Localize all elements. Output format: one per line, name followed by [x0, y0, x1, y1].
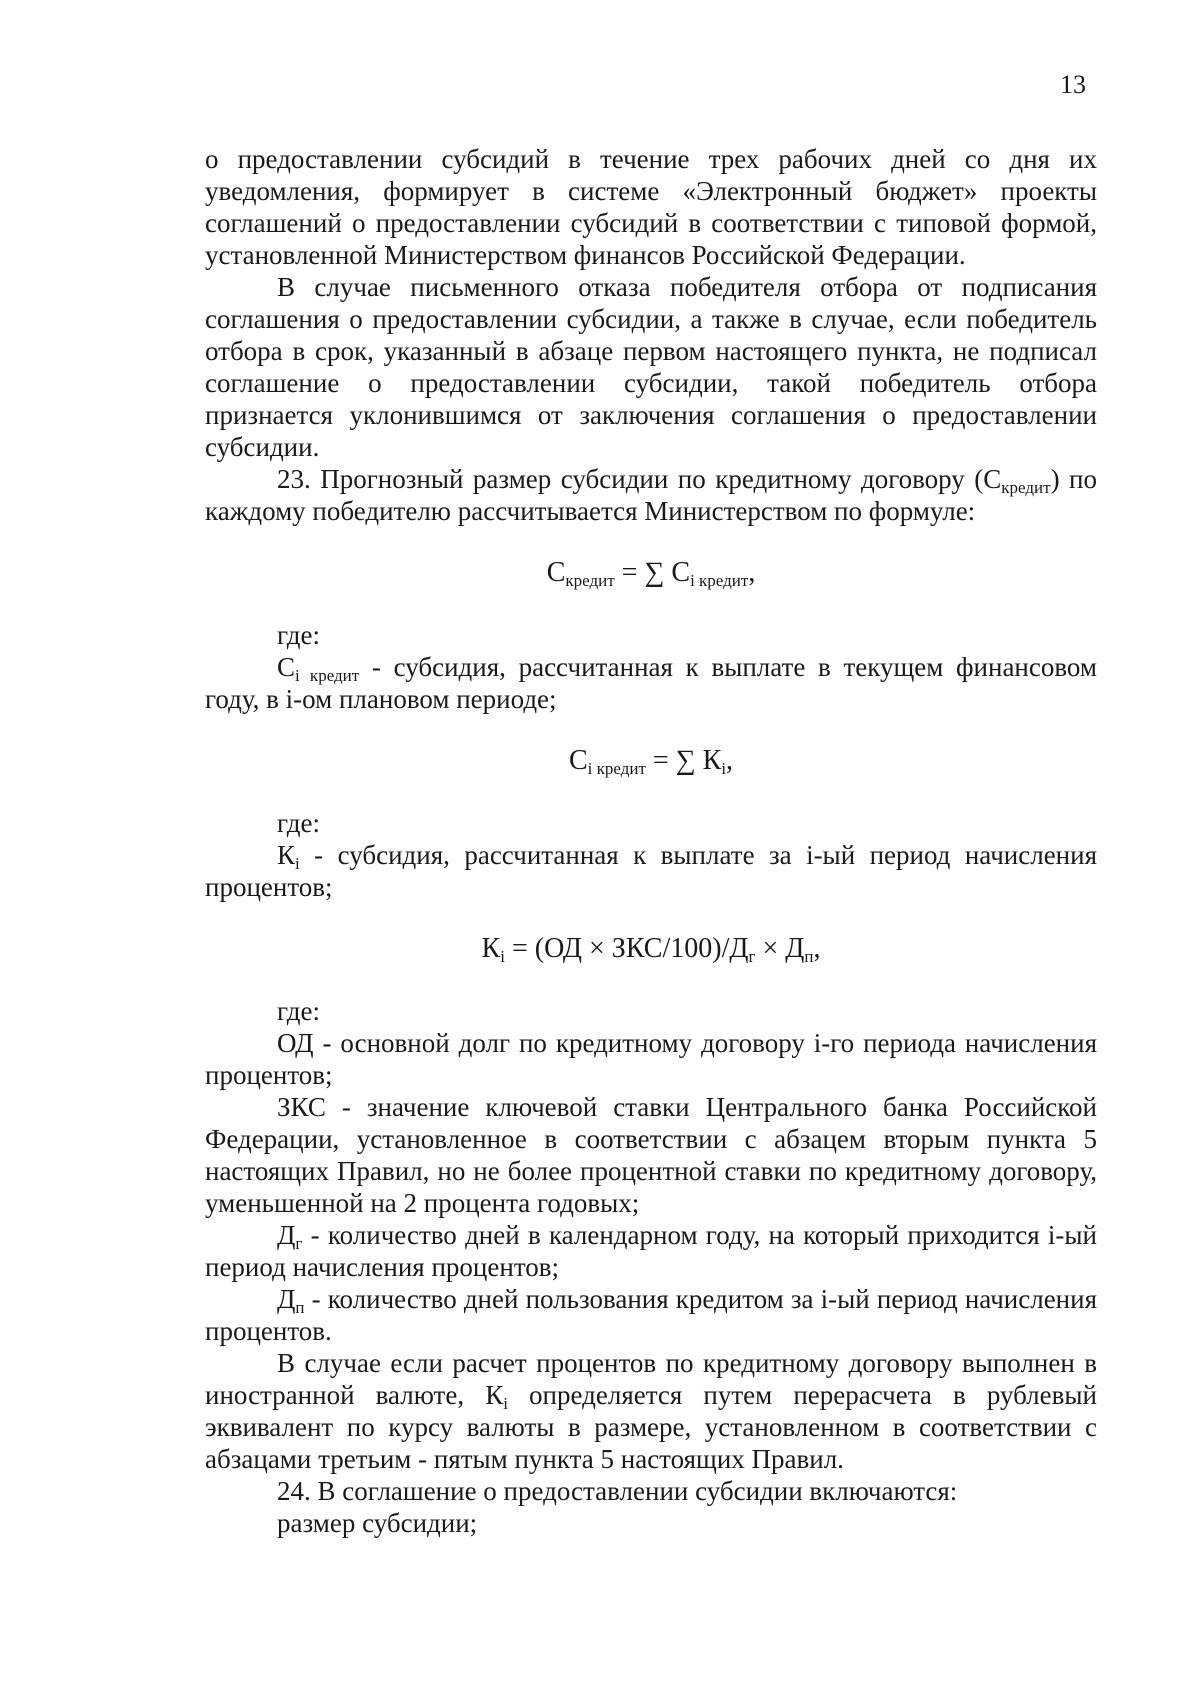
definition: [205, 651, 1097, 715]
text-run: определяется путем перерасчета в рублевый эквивалент по курсу валюты в размере, установленном в соответствии с абзацами третьим - пятым пункта 5 настоящих Правил.: [205, 1380, 1097, 1474]
subscript: i: [500, 947, 505, 966]
formula-text: × Д: [755, 933, 805, 964]
page-number: 13: [1060, 70, 1086, 99]
formula-symbol: С: [546, 557, 566, 588]
definition: [205, 1219, 1097, 1283]
subscript: г: [748, 947, 756, 966]
definition: [205, 1283, 1097, 1347]
subscript: г: [295, 1234, 303, 1253]
formula: [205, 745, 1097, 777]
definition: ОД - основной долг по кредитному договору i-го периода начисления процентов;: [205, 1028, 1097, 1090]
text-run: 23. Прогнозный размер субсидии по кредитному договору (С: [277, 464, 1002, 494]
text-run: - субсидия, рассчитанная к выплате в текущем финансовом году, в i-ом плановом периоде;: [205, 652, 1098, 714]
subscript: i: [503, 1394, 508, 1413]
definition: [205, 839, 1097, 903]
subscript: i: [295, 854, 300, 873]
paragraph: В случае письменного отказа победителя отбора от подписания соглашения о предоставлении субсидии, а также в случае, если победитель отбора в срок, указанный в абзаце первом настоящего пункта, не подписал соглашение о предоставлении субсидии, такой победитель отбора признается уклонившимся от заключения соглашения о предоставлении субсидии.: [205, 272, 1097, 462]
formula-text: ,: [813, 933, 821, 964]
text-run: В случае если расчет процентов по кредитному договору выполнен в иностранной валюте, К: [205, 1348, 1097, 1410]
paragraph-item-23: [205, 463, 1097, 527]
paragraph: [205, 1347, 1097, 1475]
where-label: где:: [277, 996, 320, 1026]
symbol: Д: [277, 1284, 296, 1314]
document-body: [205, 143, 1097, 1539]
subscript: i кредит: [295, 666, 360, 685]
formula-text: ,: [726, 745, 734, 776]
text-run: - количество дней в календарном году, на который приходится i-ый период начисления процентов;: [205, 1220, 1097, 1282]
subscript: п: [804, 947, 814, 966]
formula-symbol: К: [481, 933, 501, 964]
subscript: i: [721, 759, 727, 778]
where-label: где:: [277, 620, 320, 650]
formula-text: = ∑ С: [614, 557, 691, 588]
paragraph: о предоставлении субсидий в течение трех рабочих дней со дня их уведомления, формирует в системе «Электронный бюджет» проекты соглашений о предоставлении субсидий в соответствии с типовой формой, установленной Министерством финансов Российской Федерации.: [205, 144, 1097, 270]
symbol: К: [277, 840, 296, 870]
subscript: кредит: [1001, 478, 1051, 497]
text-run: - субсидия, рассчитанная к выплате за i-ый период начисления процентов;: [205, 840, 1097, 902]
formula-symbol: С: [568, 745, 588, 776]
symbol: С: [277, 652, 296, 682]
formula: [205, 933, 1097, 965]
subscript: i кредит: [690, 571, 749, 590]
formula-text: = ∑ К: [645, 745, 722, 776]
subscript: i кредит: [587, 759, 646, 778]
paragraph-item-24: 24. В соглашение о предоставлении субсидии включаются:: [277, 1476, 958, 1506]
definition: ЗКС - значение ключевой ставки Центрального банка Российской Федерации, установленное в соответствии с абзацем вторым пункта 5 настоящих Правил, но не более процентной ставки по кредитному договору, уменьшенной на 2 процента годовых;: [205, 1092, 1097, 1218]
text-run: ) по каждому победителю рассчитывается Министерством по формуле:: [205, 464, 1097, 526]
formula: [205, 557, 1097, 589]
subscript: кредит: [565, 571, 615, 590]
formula-text: ,: [748, 557, 756, 588]
formula-text: = (ОД × ЗКС/100)/Д: [504, 933, 749, 964]
text-run: - количество дней пользования кредитом за i-ый период начисления процентов.: [205, 1284, 1097, 1346]
symbol: Д: [277, 1220, 296, 1250]
where-label: где:: [277, 808, 320, 838]
paragraph: размер субсидии;: [277, 1508, 478, 1538]
subscript: п: [295, 1298, 305, 1317]
